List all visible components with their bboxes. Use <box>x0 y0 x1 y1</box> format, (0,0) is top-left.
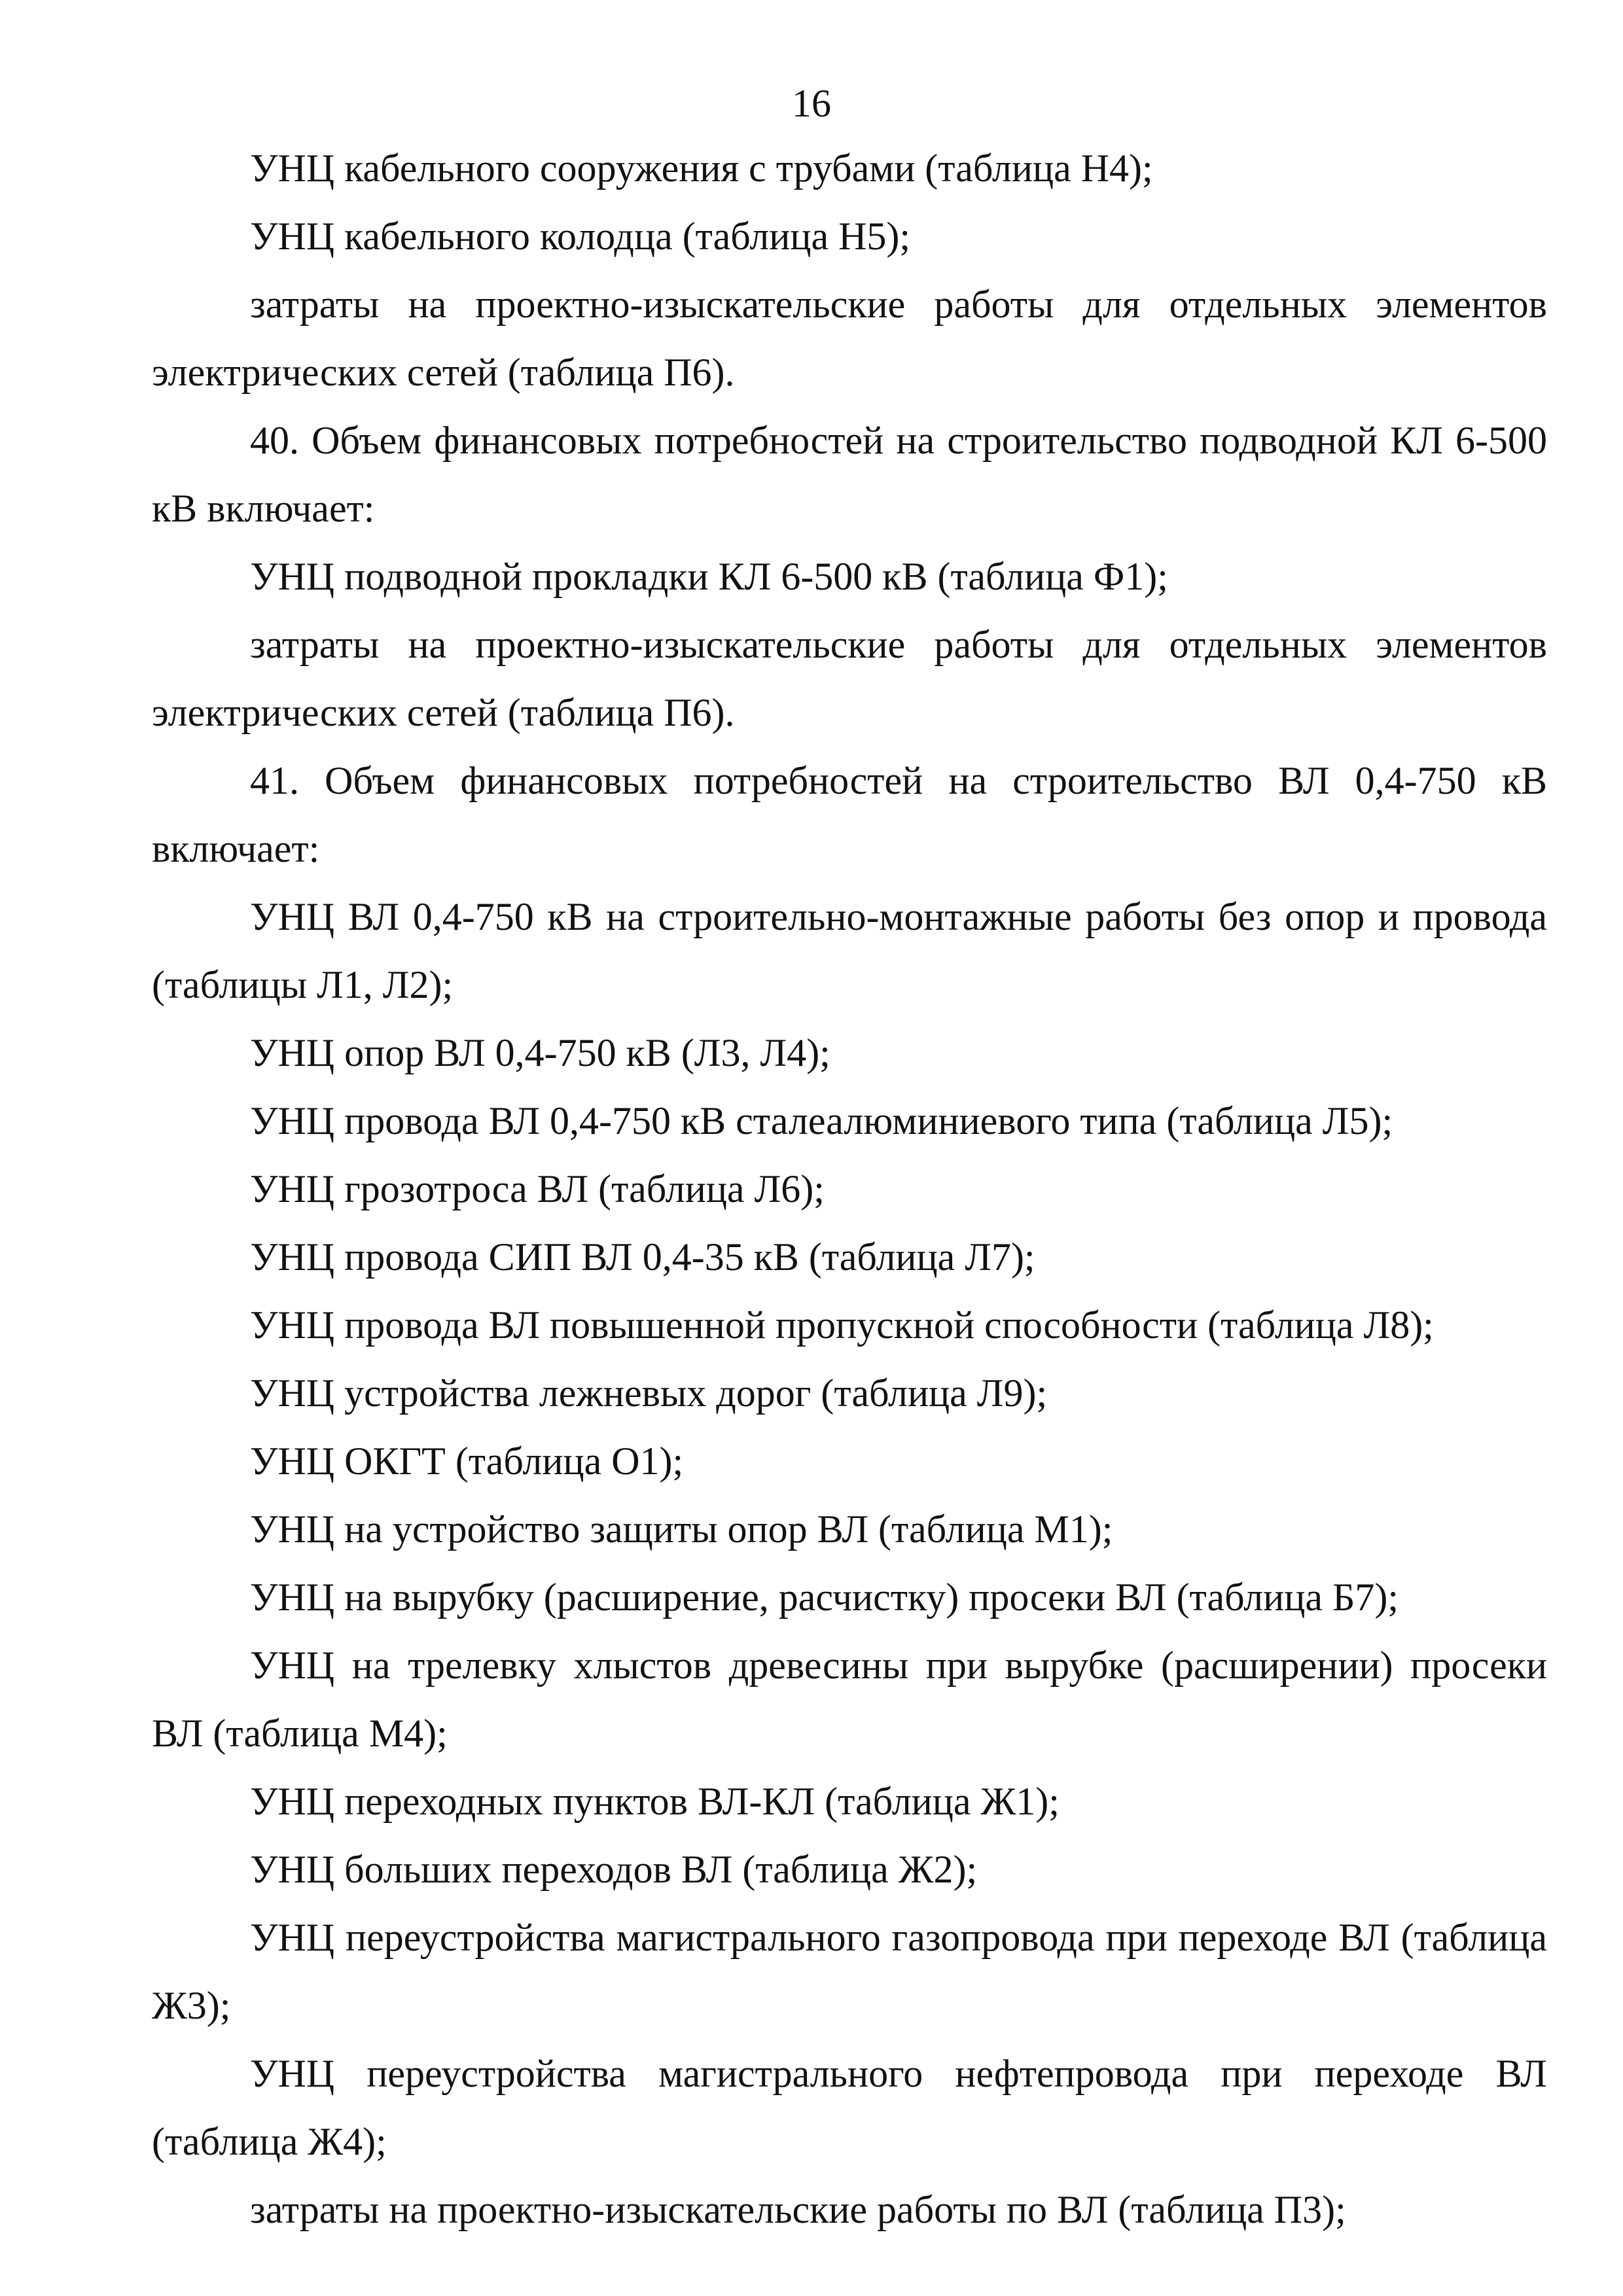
paragraph: УНЦ опор ВЛ 0,4-750 кВ (Л3, Л4); <box>250 1031 830 1074</box>
paragraph: УНЦ больших переходов ВЛ (таблица Ж2); <box>250 1848 978 1891</box>
paragraph: УНЦ провода ВЛ 0,4-750 кВ сталеалюминиевого типа (таблица Л5); <box>250 1099 1393 1142</box>
paragraph: УНЦ ОКГТ (таблица О1); <box>250 1439 684 1483</box>
paragraph: УНЦ провода СИП ВЛ 0,4-35 кВ (таблица Л7); <box>250 1235 1035 1279</box>
paragraph: УНЦ устройства лежневых дорог (таблица Л9); <box>250 1371 1048 1415</box>
paragraph: УНЦ подводной прокладки КЛ 6-500 кВ (таблица Ф1); <box>250 555 1168 598</box>
section-paragraph-40: 40. Объем финансовых потребностей на строительство подводной КЛ 6-500 кВ включает: <box>152 419 1547 530</box>
page-number: 16 <box>792 82 831 125</box>
paragraph: УНЦ кабельного сооружения с трубами (таблица Н4); <box>250 147 1153 190</box>
document-body <box>152 134 1547 2244</box>
paragraph: УНЦ провода ВЛ повышенной пропускной способности (таблица Л8); <box>250 1303 1434 1347</box>
paragraph: УНЦ на вырубку (расширение, расчистку) просеки ВЛ (таблица Б7); <box>250 1576 1399 1619</box>
paragraph: УНЦ кабельного колодца (таблица Н5); <box>250 215 911 258</box>
paragraph: УНЦ грозотроса ВЛ (таблица Л6); <box>250 1167 825 1210</box>
paragraph: УНЦ переустройства магистрального газопровода при переходе ВЛ (таблица Ж3); <box>152 1916 1547 2027</box>
paragraph: УНЦ переустройства магистрального нефтепровода при переходе ВЛ (таблица Ж4); <box>152 2052 1547 2163</box>
paragraph: УНЦ на трелевку хлыстов древесины при вырубке (расширении) просеки ВЛ (таблица М4); <box>152 1644 1547 1755</box>
section-paragraph-41: 41. Объем финансовых потребностей на строительство ВЛ 0,4-750 кВ включает: <box>152 759 1547 870</box>
paragraph: УНЦ ВЛ 0,4-750 кВ на строительно-монтажные работы без опор и провода (таблицы Л1, Л2); <box>152 895 1547 1006</box>
paragraph: затраты на проектно-изыскательские работы для отдельных элементов электрических сетей (таблица П6). <box>152 623 1547 734</box>
paragraph: затраты на проектно-изыскательские работы для отдельных элементов электрических сетей (таблица П6). <box>152 283 1547 394</box>
paragraph: затраты на проектно-изыскательские работы по ВЛ (таблица П3); <box>250 2188 1346 2231</box>
paragraph: УНЦ на устройство защиты опор ВЛ (таблица М1); <box>250 1508 1113 1551</box>
paragraph: УНЦ переходных пунктов ВЛ-КЛ (таблица Ж1); <box>250 1780 1060 1823</box>
